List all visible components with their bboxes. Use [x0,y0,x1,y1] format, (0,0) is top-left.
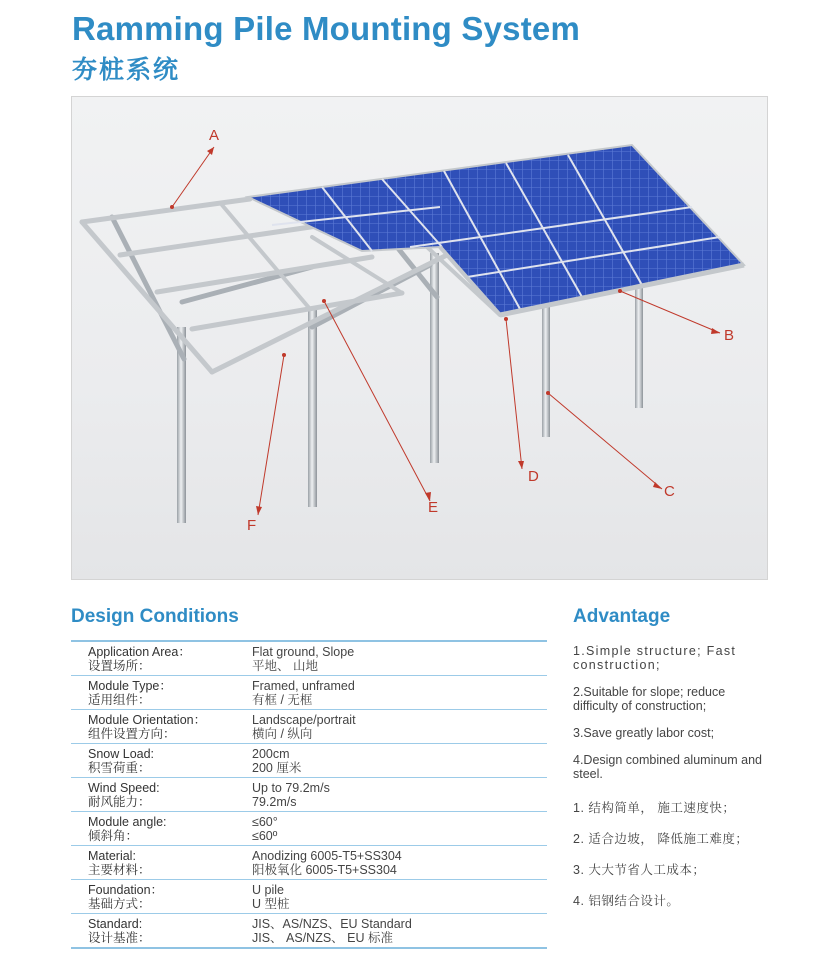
table-row [71,676,547,710]
row-label-en: Application Area： [88,645,191,659]
row-value-en: U pile [252,883,284,897]
solar-panel-array [248,145,744,315]
advantage-heading: Advantage [573,606,671,627]
row-value-en: Up to 79.2m/s [252,781,330,795]
row-value-cn: 200 厘米 [252,761,302,775]
design-conditions-table [71,640,547,949]
table-row [71,710,547,744]
table-row [71,880,547,914]
row-label-cn: 倾斜角： [88,829,139,843]
row-label-cn: 基础方式： [88,897,151,911]
row-label-cn: 设计基准： [88,931,151,945]
callout-label-b: B [724,327,735,344]
row-label-cn: 适用组件： [88,693,151,707]
row-label-cn: 积雪荷重： [88,761,151,775]
callout-label-d: D [528,468,539,485]
row-label-cn: 耐风能力： [88,795,151,809]
advantage-item-en: 2.Suitable for slope; reduce difficulty of construction; [573,685,726,713]
row-label-en: Module Orientation： [88,713,207,727]
row-label-en: Module Type： [88,679,172,693]
row-value-cn: JIS、 AS/NZS、 EU 标准 [252,931,393,945]
table-row [71,744,547,778]
page-title-cn: 夯桩系统 [72,56,181,84]
mounting-system-illustration [71,96,768,580]
row-value-cn: 阳极氧化 6005-T5+SS304 [252,863,397,877]
row-value-en: Framed, unframed [252,679,355,693]
callout-label-a: A [209,127,220,144]
advantage-item-en: 1.Simple structure; Fast construction; [573,644,737,672]
row-value-cn: 横向 / 纵向 [252,727,313,741]
row-value-en: Landscape/portrait [252,713,356,727]
row-value-en: Anodizing 6005-T5+SS304 [252,849,402,863]
row-value-cn: U 型桩 [252,897,290,911]
advantage-item-cn: 3. 大大节省人工成本； [573,863,706,877]
callout-label-f: F [247,517,257,534]
row-value-cn: 有框 / 无框 [252,693,313,707]
advantage-item-en: 4.Design combined aluminum and steel. [573,753,762,781]
advantage-item-en: 3.Save greatly labor cost; [573,726,715,740]
row-value-cn: 79.2m/s [252,795,297,809]
table-row [71,642,547,676]
advantage-list [573,644,773,925]
row-label-en: Foundation： [88,883,164,897]
row-value-en: JIS、AS/NZS、EU Standard [252,917,412,931]
callout-label-e: E [428,499,439,516]
row-label-en: Standard: [88,917,143,931]
row-value-cn: ≤60º [252,829,278,843]
row-label-cn: 主要材料： [88,863,151,877]
row-label-cn: 组件设置方向： [88,727,176,741]
table-row [71,846,547,880]
page-title: Ramming Pile Mounting System [72,10,580,47]
row-value-en: ≤60° [252,815,278,829]
mounting-structure-drawing [72,97,769,581]
table-row [71,812,547,846]
row-label-en: Module angle: [88,815,167,829]
row-label-en: Snow Load: [88,747,155,761]
callout-label-c: C [664,483,675,500]
row-label-en: Material: [88,849,136,863]
table-row [71,778,547,812]
table-row [71,914,547,949]
advantage-item-cn: 2. 适合边坡， 降低施工难度； [573,832,749,846]
row-value-en: 200cm [252,747,290,761]
row-label-cn: 设置场所： [88,659,151,673]
design-conditions-heading: Design Conditions [71,606,239,627]
advantage-item-cn: 1. 结构简单， 施工速度快； [573,801,736,815]
row-value-en: Flat ground, Slope [252,645,355,659]
row-label-en: Wind Speed: [88,781,160,795]
advantage-item-cn: 4. 铝钢结合设计。 [573,894,680,908]
row-value-cn: 平地、 山地 [252,659,318,673]
